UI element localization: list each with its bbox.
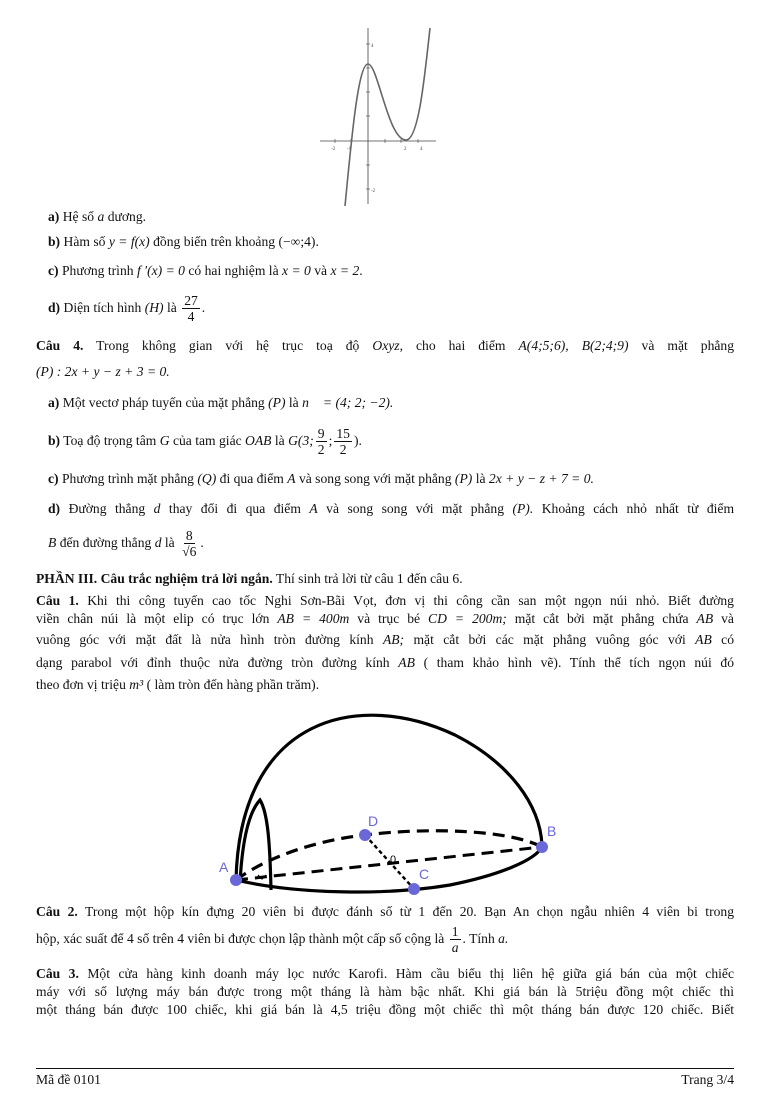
cau3-line1: Câu 3. Một cửa hàng kinh doanh máy lọc nước Karofi. Hàm cầu biểu thị liên hệ giữa giá bán của một chiếc [36,966,734,981]
tick-y-4: 4 [371,44,374,49]
mountain-figure [210,695,570,900]
tick-x-neg1: -1 [347,147,352,152]
page-number: Trang 3/4 [681,1072,734,1087]
label-c: C [419,866,430,882]
cau1-line5: theo đơn vị triệu m³ ( làm tròn đến hàng phần trăm). [36,677,320,692]
label-d: D [368,813,379,829]
cau4-item-d: d) Đường thẳng d thay đổi đi qua điểm A và song song với mặt phẳng (P). Khoảng cách nhỏ nhất từ điểm [48,501,735,516]
cau2-line2: hộp, xác suất để 4 số trên 4 viên bi được chọn lập thành một cấp số cộng là $\frac{1}{a}$ . Tính a. [36,924,509,956]
point-c [408,883,420,895]
point-b [536,841,548,853]
label-o: 0 [390,854,397,866]
cau1-line3: vuông góc với mặt đất là nửa hình tròn đường kính AB; mặt cắt bởi các mặt phẳng vuông góc với AB có [36,632,734,647]
cau4-plane: (P) : 2x + y − z + 3 = 0. [36,364,170,379]
label-b: B [547,823,557,839]
tick-x-neg2: -2 [331,147,336,152]
axis-ab [236,847,542,880]
point-d [359,829,371,841]
semicircle-arc [236,715,542,880]
cubic-graph [318,24,438,206]
label-a: A [219,859,229,875]
q3-item-a: a) Hệ số a dương. [48,209,147,224]
cau4-stem-line1: Câu 4. Trong không gian với hệ trục toạ độ Oxyz, cho hai điểm A(4;5;6), B(2;4;9) và mặt phẳng [36,338,735,353]
cau1-line2: viền chân núi là một elip có trục lớn AB = 400m và trục bé CD = 200m; mặt cắt bởi mặt phẳng chứa AB và [36,611,734,626]
q3-item-d: d) Diện tích hình (H) là $\frac{27}{4}$ . [48,293,206,325]
cau4-item-c: c) Phương trình mặt phẳng (Q) đi qua điểm A và song song với mặt phẳng (P) là 2x + y − z + 7 = 0. [48,471,594,486]
cau1-line1: Câu 1. Khi thi công tuyến cao tốc Nghi Sơn-Bãi Vọt, đơn vị thi công cần san một ngọn núi nhỏ. Biết đường [36,593,734,608]
cau3-line3: một tháng bán được 100 chiếc, khi giá bán là 4,5 triệu đồng một chiếc thì một tháng bán được 120 chiếc. Biết [36,1002,734,1017]
ellipse-front [236,847,542,892]
cau1-line4: dạng parabol với đỉnh thuộc nửa đường tròn đường kính AB ( tham khảo hình vẽ). Tính thể tích ngọn núi đó [36,655,734,670]
cubic-curve [345,28,430,206]
tick-x-2: 2 [404,147,407,152]
footer-rule [36,1068,734,1069]
fraction-27-4: $\frac{27}{4}$ [184,293,198,325]
exam-code: Mã đề 0101 [36,1072,101,1087]
point-a [230,874,242,886]
part3-header: PHẦN III. Câu trắc nghiệm trả lời ngắn. Thí sinh trả lời từ câu 1 đến câu 6. [36,571,463,586]
q3-item-b: b) Hàm số y = f(x) đồng biến trên khoảng (−∞;4). [48,234,319,249]
tick-x-4: 4 [420,147,423,152]
cau4-item-d-cont: B đến đường thẳng d là $\frac{8}{√6}$ . [48,528,204,560]
cau3-line2: máy với số lượng máy bán được trong một tháng là hàm bậc nhất. Khi giá bán là 5triệu đồng một chiếc thì [36,984,734,999]
cau4-item-b: b) Toạ độ trọng tâm G của tam giác OAB là G(3; $\frac{9}{2}$ ; $\frac{15}{2}$ ). [48,426,362,458]
q3-item-c: c) Phương trình f ′(x) = 0 có hai nghiệm là x = 0 và x = 2. [48,263,363,278]
cau4-item-a: a) Một vectơ pháp tuyến của mặt phẳng (P) là n⃗ = (4; 2; −2). [48,395,394,410]
tick-y-neg2: -2 [371,189,376,194]
cau2-line1: Câu 2. Trong một hộp kín đựng 20 viên bi được đánh số từ 1 đến 20. Bạn An chọn ngẫu nhiên 4 viên bi trong [36,904,734,919]
